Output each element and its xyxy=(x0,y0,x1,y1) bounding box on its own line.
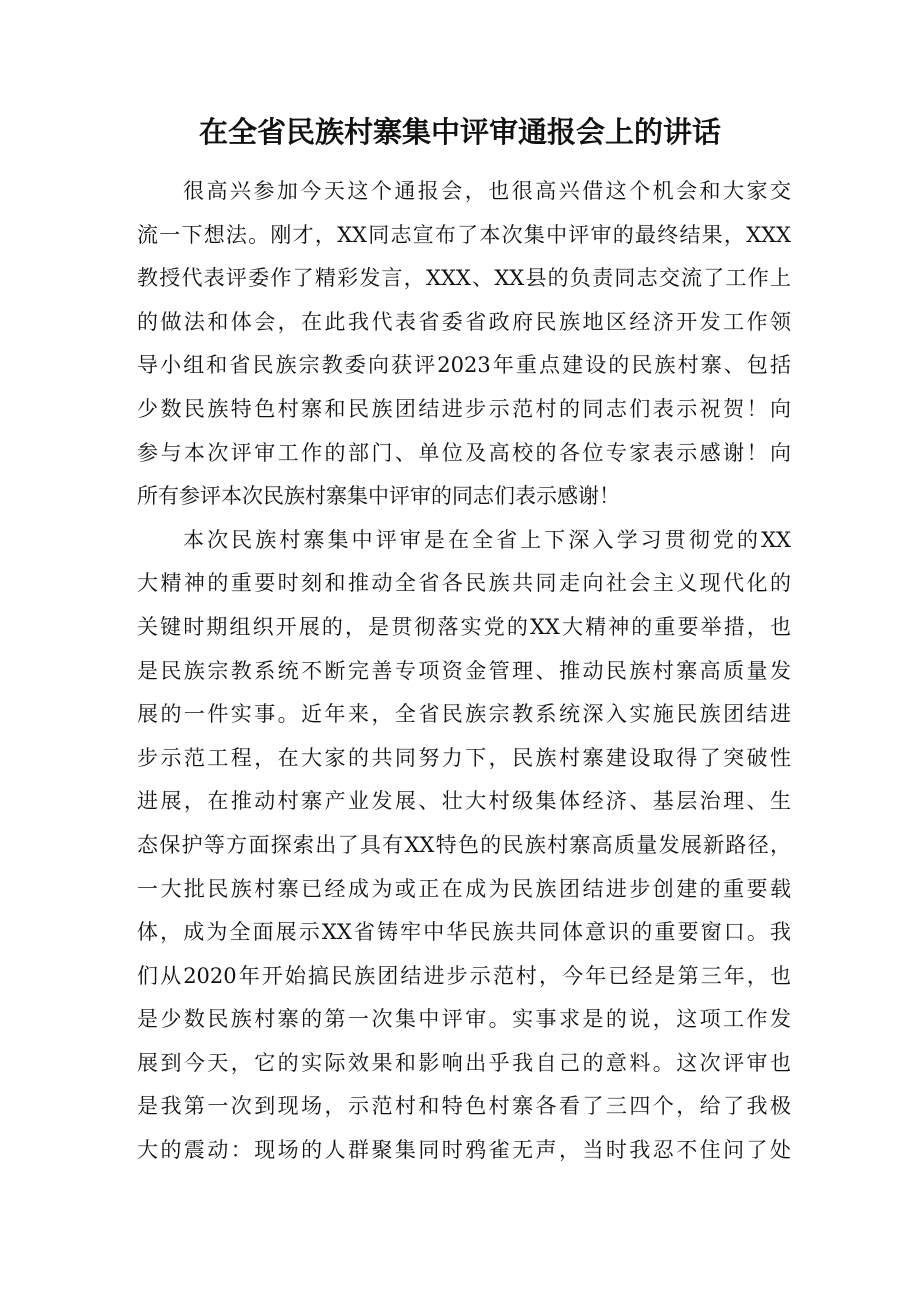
text-line: 是少数民族村寨的第一次集中评审。实事求是的说，这项工作发 xyxy=(137,1007,791,1032)
text-line: 是我第一次到现场，示范村和特色村寨各看了三四个，给了我极 xyxy=(137,1094,791,1119)
text-line: 步示范工程，在大家的共同努力下，民族村寨建设取得了突破性 xyxy=(137,745,791,770)
text-line: 展到今天，它的实际效果和影响出乎我自己的意料。这次评审也 xyxy=(137,1050,791,1075)
text-line: 进展，在推动村寨产业发展、壮大村级集体经济、基层治理、生 xyxy=(137,789,791,814)
text-line: 很高兴参加今天这个通报会，也很高兴借这个机会和大家交 xyxy=(183,179,791,203)
text-line: 一大批民族村寨已经成为或正在成为民族团结进步创建的重要载 xyxy=(137,876,791,901)
text-line: 体，成为全面展示XX省铸牢中华民族共同体意识的重要窗口。我 xyxy=(137,920,791,945)
text-line: 是民族宗教系统不断完善专项资金管理、推动民族村寨高质量发 xyxy=(137,658,791,683)
text-line: 所有参评本次民族村寨集中评审的同志们表示感谢！ xyxy=(137,484,620,509)
text-line: 的做法和体会，在此我代表省委省政府民族地区经济开发工作领 xyxy=(137,309,791,334)
text-line: 关键时期组织开展的，是贯彻落实党的XX大精神的重要举措，也 xyxy=(137,614,791,639)
text-line: 展的一件实事。近年来，全省民族宗教系统深入实施民族团结进 xyxy=(137,702,791,727)
text-line: 教授代表评委作了精彩发言，XXX、XX县的负责同志交流了工作上 xyxy=(137,266,791,291)
text-line: 导小组和省民族宗教委向获评2023年重点建设的民族村寨、包括 xyxy=(137,353,791,378)
paragraph-1 xyxy=(137,170,791,519)
text-line: 大精神的重要时刻和推动全省各民族共同走向社会主义现代化的 xyxy=(137,571,791,596)
text-line: 流一下想法。刚才，XX同志宣布了本次集中评审的最终结果，XXX xyxy=(137,222,791,247)
text-line: 们从2020年开始搞民族团结进步示范村，今年已经是第三年，也 xyxy=(137,963,791,988)
document-body xyxy=(137,170,791,1173)
text-line: 态保护等方面探索出了具有XX特色的民族村寨高质量发展新路径， xyxy=(137,832,791,857)
text-line: 少数民族特色村寨和民族团结进步示范村的同志们表示祝贺！向 xyxy=(137,396,791,421)
text-line: 参与本次评审工作的部门、单位及高校的各位专家表示感谢！向 xyxy=(137,440,791,465)
document-title: 在全省民族村寨集中评审通报会上的讲话 xyxy=(198,115,721,149)
text-line: 本次民族村寨集中评审是在全省上下深入学习贯彻党的XX xyxy=(183,527,791,552)
text-line: 大的震动：现场的人群聚集同时鸦雀无声，当时我忍不住问了处 xyxy=(137,1138,791,1163)
paragraph-2 xyxy=(137,519,791,1173)
